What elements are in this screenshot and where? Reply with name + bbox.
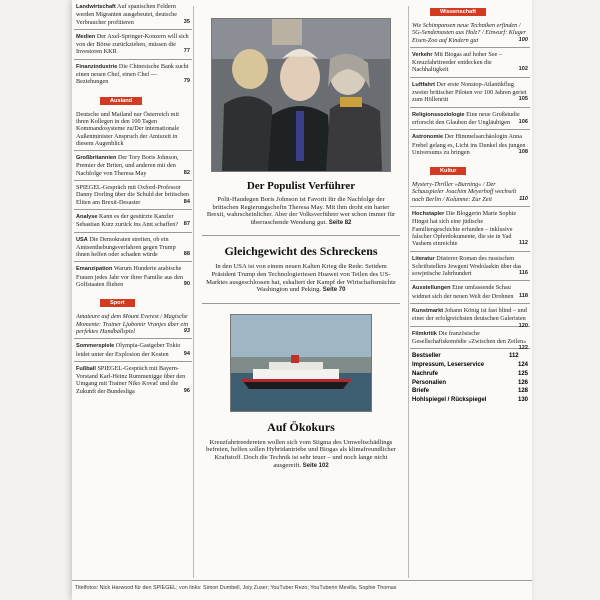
left-column	[74, 0, 192, 578]
toc-entry-text: Warum Hunderte arabische Frauen jedes Jahr vor ihrer Familie aus den Golfstaaten fliehen	[76, 265, 184, 289]
toc-entry	[410, 19, 530, 47]
toc-entry-page: 88	[183, 251, 190, 258]
toc-entry	[410, 326, 530, 352]
toc-entry-text: Die französische Gesellschaftskomödie »Zwischen den Zeilen«	[412, 329, 527, 345]
toc-entry-text: Die Chinesische Bank sucht einen neuen Chef, einen Chef — Beziehungen	[76, 62, 189, 86]
toc-entry-text: Kann es der gestürzte Kanzler Sebastian Kurz zurück ins Amt schaffen?	[76, 212, 179, 229]
toc-entry-text: Eine umfassende Schau widmet sich der neuen Welt der Drohnen	[412, 284, 514, 300]
toc-entry	[74, 232, 192, 262]
toc-entry-page: 118	[518, 292, 528, 299]
toc-entry-heading: Luftfahrt	[412, 81, 435, 88]
toc-entry	[74, 29, 192, 59]
toc-entry-text: Der Tory Boris Johnson, Premier der Briten, und anderen mit den Nachfolge von Theresa May	[76, 154, 179, 177]
toc-entry-page: 87	[183, 221, 190, 228]
toc-entry-heading: Literatur	[412, 255, 435, 262]
feature-row	[412, 387, 528, 396]
feature-row	[412, 361, 528, 370]
feature-page: 125	[517, 370, 528, 377]
toc-entry-page: 35	[183, 18, 190, 25]
toc-entry	[410, 178, 530, 206]
feature-row	[412, 370, 528, 379]
toc-entry-text: Auf spanischen Feldern werden Migranten ausgebeutet, deutsche Verbraucher profitieren	[76, 3, 178, 26]
toc-entry-text: SPIEGEL-Gespräch mit Oxford-Professor Danny Dorling über die Schuld der britischen Eliten am Brexit-Desaster	[76, 184, 190, 206]
toc-entry-heading: Religionssoziologie	[412, 111, 465, 118]
toc-entry-text: Der erste Nonstop-Atlantikflug zweier britischer Piloten vor 100 Jahren geriet zum Höllenritt	[412, 80, 527, 104]
magazine-page	[72, 0, 532, 600]
toc-entry-text: Der Axel-Springer-Konzern will sich von der Börse zurückziehen, müssen die Investoren KKR	[76, 32, 189, 56]
toc-entry-heading: Verkehr	[412, 51, 433, 58]
feature-page: 124	[517, 362, 528, 368]
feature-label: Hohlspiegel / Rückspiegel	[412, 397, 487, 404]
toc-entry	[410, 206, 530, 250]
toc-entry-text: SPIEGEL-Gespräch mit Bayern-Vorstand Karl-Heinz Rummenigge über den Umgang mit Trainer Niko Kovač und die Zukunft der Bundesliga	[76, 364, 186, 395]
toc-entry-heading: Astronomie	[412, 134, 444, 141]
toc-entry	[74, 338, 192, 361]
toc-entry	[74, 59, 192, 89]
feature-page: 130	[517, 397, 528, 404]
toc-entry-heading: Filmkritik	[412, 330, 437, 337]
toc-entry-heading: Analyse	[76, 213, 98, 220]
toc-entry-page: 77	[183, 48, 190, 55]
story-caption-boris: Polit-Haudegen Boris Johnson ist Favorit für die Nachfolge der britischen Regierungschefin Theresa May. Mit ihm droht ein harter Brexit, wahrscheinlicher. Aber der Volksverführer wer schon immer für überraschende Wendung gut. Seite 82	[206, 196, 396, 226]
toc-entry-page: 79	[183, 78, 190, 85]
story-caption-huawei: In den USA ist von einem neuen Kalten Krieg die Rede: Seitdem Präsident Trump den Technologieriesen Huawei von Teilen des US-Marktes ausgeschlossen hat, eskaliert der Kampf der Wirtschaftsmächte Washington und Peking. Seite 70	[206, 263, 396, 294]
section-tag-sport: Sport	[100, 299, 135, 307]
toc-entry	[74, 310, 192, 338]
toc-entry-page: 116	[518, 270, 528, 277]
toc-entry-heading: Medien	[76, 33, 96, 40]
toc-entry	[74, 180, 192, 209]
story-caption-cruise: Kreuzfahrtreedereien wollen sich vom Stigma des Umweltschädlings befreien, helfen sollen Hybridantriebe und Biogas als klimafreundlicher Kraftstoff. Doch die Technik ist sehr teuer – und noch lange nicht ausgereift. Seite 102	[206, 438, 396, 469]
toc-entry-page: 106	[518, 118, 528, 125]
toc-entry-text: Wie Schimpansen neue Techniken erfinden / 5G-Sendemasten aus Holz? / Einwurf: Kluger Eisen-Zoo auf Kindern gut	[412, 22, 526, 44]
toc-entry-page: 122	[518, 345, 528, 352]
feature-label: Briefe	[412, 388, 430, 395]
feature-label: Bestseller	[412, 353, 441, 360]
toc-entry-text: Amateure auf dem Mount Everest / Magische Momente: Trainer Ljubomir Vranjes über ein perfektes Handballspiel	[76, 313, 189, 335]
section-tag-wissenschaft: Wissenschaft	[430, 8, 486, 16]
middle-column	[196, 0, 406, 578]
toc-entry-heading: Hochstapler	[412, 211, 445, 218]
toc-entry	[74, 261, 192, 291]
toc-entry-page: 105	[518, 96, 528, 103]
toc-entry	[410, 107, 530, 130]
toc-entry	[74, 150, 192, 180]
toc-entry	[74, 209, 192, 232]
story-headline-huawei: Gleichgewicht des Schreckens	[224, 244, 378, 259]
toc-entry	[410, 47, 530, 77]
feature-page: 112	[508, 353, 519, 360]
regular-features	[410, 348, 530, 408]
toc-entry-text: Die Bloggerin Marie Sophie Hingst hat sich eine jüdische Familiengeschichte erfunden – inklusive falscher Opferdokumente, die sie in Yad Vashem einreichte	[412, 210, 517, 248]
feature-page: 126	[517, 379, 528, 386]
column-divider	[408, 6, 409, 578]
toc-entry-page: 120	[518, 322, 528, 329]
toc-entry-text: Eine neue Großstudie erforscht den Glauben der Ungläubigen	[412, 110, 520, 126]
story-headline-boris: Der Populist Verführer	[246, 180, 356, 192]
toc-entry-page: 93	[183, 327, 190, 334]
toc-entry-text: Die Demokraten streiten, ob ein Amtsenthebungsverfahren gegen Trump ihnen helfen oder schaden würde	[76, 235, 176, 259]
toc-entry-page: 112	[518, 240, 528, 247]
section-tag-kultur: Kultur	[430, 167, 466, 175]
photo-credits: Titelfotos: Nick Harwood für den SPIEGEL; von links: Simon Dumbell, Joiy Zuser; YouTuber Rezo; YouTuberin Mevilla, Sophie Thomas	[72, 580, 532, 600]
feature-row	[412, 352, 519, 361]
toc-entry-text: Düsterer Roman des russischen Schriftstellers Jewgeni Wodolaskin über das sowjetische Jahrhundert	[412, 254, 522, 278]
column-divider	[193, 6, 194, 578]
right-column	[410, 0, 530, 578]
feature-label: Impressum, Leserservice	[412, 362, 485, 368]
toc-entry	[74, 361, 192, 398]
toc-entry-page: 82	[183, 169, 190, 176]
toc-entry-text: Olympia-Gastgeber Tokio leidet unter der Explosion der Kosten	[76, 342, 181, 358]
story-headline-cruise: Auf Ökokurs	[267, 419, 335, 434]
toc-entry-heading: Großbritannien	[76, 155, 117, 162]
toc-entry-page: 102	[518, 66, 528, 73]
toc-entry-heading: Sommerspiele	[76, 343, 115, 350]
toc-entry	[74, 0, 192, 29]
toc-entry	[410, 303, 530, 329]
toc-entry-page: 110	[519, 195, 528, 202]
toc-entry-heading: Emanzipation	[76, 266, 113, 273]
toc-entry-page: 94	[183, 350, 190, 357]
divider	[202, 235, 400, 236]
toc-entry	[410, 129, 530, 159]
toc-entry-text: Mit Biogas auf hoher See – Kreuzfahrttreeder entdecken die Nachhaltigkeit	[412, 50, 502, 74]
toc-entry-heading: Finanzindustrie	[76, 63, 118, 70]
toc-entry-page: 84	[183, 198, 190, 205]
toc-entry-page: 90	[183, 281, 190, 288]
section-tag-ausland: Ausland	[100, 97, 142, 105]
toc-entry-heading: Kunstmarkt	[412, 308, 444, 315]
toc-entry-heading: Ausstellungen	[412, 285, 451, 292]
feature-label: Personalien	[412, 379, 447, 386]
divider	[202, 303, 400, 304]
toc-entry-page: 100	[518, 36, 528, 43]
toc-entry-page: 96	[183, 387, 190, 394]
toc-entry	[410, 280, 530, 303]
photo-boris-johnson	[211, 18, 391, 172]
feature-page: 128	[517, 388, 528, 395]
feature-row	[412, 396, 528, 405]
toc-entry-text: Johann König ist fast blind – und einer der erfolgreichsten deutschen Galeristen	[412, 307, 527, 323]
toc-entry-text: Mystery-Thriller »Burning« / Der Schauspieler Joachim Meyerhoff wechselt nach Berlin / Kolumne: Zur Zeit	[412, 181, 517, 203]
toc-entry-text: Deutsche und Mailand nur Österreich mit ihren Kollegen in den 100 Tagen Kommandosysteme zu/Der internationale Außenminister Anspruch der Amtszeit in diesem Augenblick	[76, 110, 180, 147]
toc-entry-text: Der Himmelsarchäologin Anna Frebel gelang es, Licht ins Dunkel des jungen Universums zu bringen	[412, 133, 526, 156]
feature-label: Nachrufe	[412, 370, 439, 377]
toc-entry	[410, 77, 530, 107]
toc-entry-page: 108	[518, 148, 528, 155]
toc-entry-heading: Landwirtschaft	[76, 4, 116, 10]
photo-cruise-ship	[230, 314, 372, 412]
feature-row	[412, 379, 528, 388]
toc-entry	[74, 108, 192, 150]
toc-entry-heading: USA	[76, 236, 88, 243]
toc-entry	[410, 251, 530, 281]
toc-entry-heading: Fußball	[76, 365, 96, 372]
